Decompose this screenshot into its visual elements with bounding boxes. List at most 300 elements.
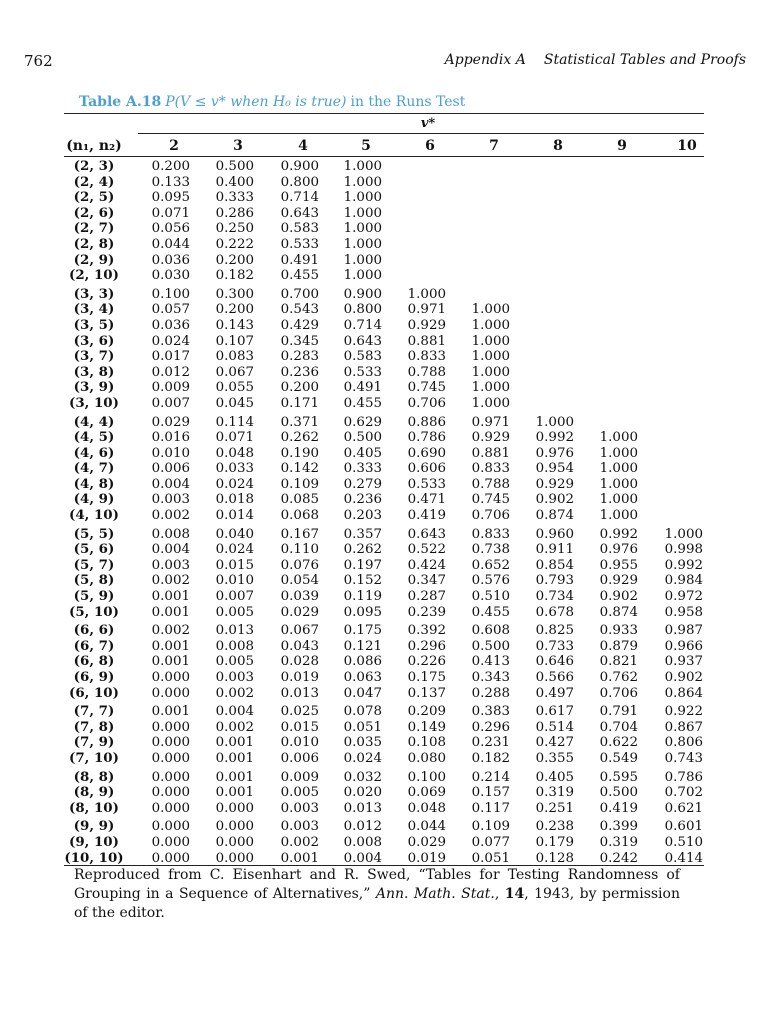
table-row	[0, 558, 768, 574]
row-pair-label: (2, 10)	[69, 267, 119, 284]
table-cell: 0.690	[407, 445, 446, 461]
table-cell: 0.002	[151, 508, 190, 524]
row-pair-label: (4, 5)	[73, 429, 115, 446]
table-cell: 0.010	[280, 735, 319, 751]
table-cell: 0.001	[151, 604, 190, 620]
row-pair-label: (4, 7)	[73, 460, 115, 477]
table-cell: 0.419	[599, 800, 638, 816]
row-pair-label: (3, 10)	[69, 394, 119, 411]
row-pair-label: (3, 4)	[73, 301, 115, 318]
table-cell: 0.791	[599, 704, 638, 720]
table-cell: 0.014	[215, 508, 254, 524]
table-cell: 0.745	[471, 492, 510, 508]
table-cell: 1.000	[343, 221, 382, 237]
table-cell: 0.200	[280, 380, 319, 396]
row-pair-label: (3, 9)	[73, 379, 115, 396]
row-pair-label: (2, 4)	[73, 173, 115, 190]
row-pair-label: (5, 9)	[73, 588, 115, 605]
table-cell: 0.595	[599, 769, 638, 785]
table-cell: 0.239	[407, 604, 446, 620]
row-pair-label: (3, 5)	[73, 316, 115, 333]
table-cell: 0.902	[599, 589, 638, 605]
table-cell: 0.343	[471, 670, 510, 685]
table-cell: 0.002	[151, 623, 190, 639]
table-cell: 0.013	[215, 623, 254, 639]
table-cell: 0.800	[280, 174, 319, 190]
table-row	[0, 237, 768, 253]
table-cell: 1.000	[471, 380, 510, 396]
table-cell: 0.013	[343, 800, 382, 816]
table-cell: 0.048	[407, 800, 446, 816]
row-pair-label: (3, 8)	[73, 363, 115, 380]
table-cell: 0.788	[471, 476, 510, 492]
table-cell: 0.427	[535, 735, 574, 751]
table-cell: 0.010	[151, 445, 190, 461]
table-cell: 0.035	[343, 735, 382, 751]
table-cell: 0.019	[407, 850, 446, 866]
table-cell: 0.543	[280, 302, 319, 318]
table-cell: 0.095	[343, 604, 382, 620]
table-cell: 0.902	[664, 670, 703, 685]
table-cell: 0.005	[215, 604, 254, 620]
table-cell: 0.024	[215, 476, 254, 492]
table-label: Table A.18	[79, 94, 162, 110]
table-cell: 0.992	[664, 557, 703, 573]
table-row	[0, 589, 768, 605]
row-pair-label: (7, 10)	[69, 749, 119, 766]
table-cell: 0.788	[407, 364, 446, 380]
table-cell: 0.000	[151, 834, 190, 850]
table-cell: 0.296	[407, 638, 446, 654]
table-cell: 0.419	[407, 508, 446, 524]
table-cell: 0.175	[343, 623, 382, 639]
table-cell: 0.992	[535, 430, 574, 446]
table-cell: 0.937	[664, 654, 703, 670]
table-cell: 0.833	[471, 526, 510, 542]
table-cell: 1.000	[343, 268, 382, 284]
table-cell: 0.017	[151, 349, 190, 365]
table-cell: 0.621	[664, 800, 703, 816]
table-row	[0, 396, 768, 412]
table-cell: 0.000	[151, 785, 190, 801]
table-row	[0, 770, 768, 786]
table-row	[0, 492, 768, 508]
table-cell: 0.392	[407, 623, 446, 639]
column-header: 9	[617, 138, 627, 154]
table-cell: 0.054	[280, 573, 319, 589]
row-pair-label: (3, 7)	[73, 348, 115, 365]
table-cell: 0.018	[215, 492, 254, 508]
column-spanner: v*	[420, 116, 436, 131]
table-cell: 0.879	[599, 638, 638, 654]
table-cell: 0.629	[343, 414, 382, 430]
table-cell: 0.881	[407, 333, 446, 349]
table-cell: 0.762	[599, 670, 638, 685]
table-cell: 1.000	[599, 492, 638, 508]
table-cell: 1.000	[599, 461, 638, 477]
row-pair-label: (7, 7)	[73, 703, 115, 720]
table-cell: 0.182	[215, 268, 254, 284]
table-cell: 0.399	[599, 819, 638, 835]
table-cell: 0.743	[664, 750, 703, 766]
table-row	[0, 573, 768, 589]
table-cell: 0.000	[151, 719, 190, 735]
table-cell: 0.004	[215, 704, 254, 720]
table-cell: 0.003	[280, 819, 319, 835]
table-cell: 0.643	[343, 333, 382, 349]
table-caption-rest: in the Runs Test	[350, 94, 466, 110]
table-cell: 0.137	[407, 685, 446, 701]
table-cell: 0.714	[343, 317, 382, 333]
table-cell: 0.510	[664, 834, 703, 850]
row-pair-label: (8, 8)	[73, 768, 115, 785]
table-cell: 0.001	[215, 785, 254, 801]
table-cell: 0.002	[151, 573, 190, 589]
table-cell: 0.455	[471, 604, 510, 620]
table-cell: 0.833	[471, 461, 510, 477]
table-cell: 0.029	[407, 834, 446, 850]
table-cell: 0.413	[471, 654, 510, 670]
table-row	[0, 785, 768, 801]
table-cell: 0.003	[151, 492, 190, 508]
table-cell: 0.008	[151, 526, 190, 542]
table-cell: 1.000	[343, 190, 382, 206]
table-cell: 1.000	[471, 333, 510, 349]
table-row	[0, 287, 768, 303]
table-cell: 0.005	[280, 785, 319, 801]
table-cell: 0.080	[407, 750, 446, 766]
table-cell: 0.646	[535, 654, 574, 670]
table-cell: 0.491	[343, 380, 382, 396]
row-pair-label: (7, 8)	[73, 718, 115, 735]
row-header: (n₁, n₂)	[66, 138, 122, 154]
table-cell: 0.617	[535, 704, 574, 720]
table-row	[0, 446, 768, 462]
table-cell: 0.000	[215, 850, 254, 866]
table-cell: 0.678	[535, 604, 574, 620]
table-cell: 0.071	[151, 205, 190, 221]
row-group	[0, 159, 768, 284]
column-header: 2	[169, 138, 179, 154]
row-pair-label: (7, 9)	[73, 734, 115, 751]
table-cell: 0.009	[280, 769, 319, 785]
table-row	[0, 334, 768, 350]
table-cell: 0.000	[151, 769, 190, 785]
table-cell: 0.236	[343, 492, 382, 508]
table-cell: 0.357	[343, 526, 382, 542]
table-cell: 0.319	[535, 785, 574, 801]
table-row	[0, 639, 768, 655]
table-cell: 0.149	[407, 719, 446, 735]
table-cell: 0.114	[215, 414, 254, 430]
table-cell: 0.976	[599, 542, 638, 558]
table-cell: 1.000	[343, 174, 382, 190]
table-cell: 0.700	[280, 286, 319, 302]
table-cell: 0.821	[599, 654, 638, 670]
footnote-text-before: Reproduced from C. Eisenhart and R. Swed, “Tables for Testing Randomness of Grouping in a Sequence of Alternatives,”	[74, 867, 680, 902]
table-cell: 0.067	[280, 623, 319, 639]
page-number: 762	[24, 52, 53, 70]
table-cell: 0.576	[471, 573, 510, 589]
table-cell: 0.077	[471, 834, 510, 850]
table-cell: 0.016	[151, 430, 190, 446]
table-cell: 0.714	[280, 190, 319, 206]
table-cell: 0.533	[407, 476, 446, 492]
table-cell: 0.497	[535, 685, 574, 701]
table-cell: 0.001	[215, 735, 254, 751]
table-cell: 0.051	[471, 850, 510, 866]
table-cell: 0.044	[407, 819, 446, 835]
table-cell: 0.200	[151, 159, 190, 174]
table-cell: 0.095	[151, 190, 190, 206]
table-cell: 0.800	[343, 302, 382, 318]
table-cell: 0.025	[280, 704, 319, 720]
table-cell: 0.929	[407, 317, 446, 333]
table-cell: 0.068	[280, 508, 319, 524]
table-cell: 0.067	[215, 364, 254, 380]
column-header: 10	[677, 138, 697, 154]
row-pair-label: (2, 6)	[73, 204, 115, 221]
table-row	[0, 430, 768, 446]
row-pair-label: (5, 5)	[73, 525, 115, 542]
row-pair-label: (2, 7)	[73, 220, 115, 237]
table-cell: 0.200	[215, 252, 254, 268]
row-pair-label: (10, 10)	[64, 849, 124, 866]
row-pair-label: (5, 6)	[73, 541, 115, 558]
table-cell: 0.984	[664, 573, 703, 589]
row-pair-label: (4, 10)	[69, 507, 119, 524]
table-cell: 0.000	[151, 685, 190, 701]
table-cell: 0.024	[343, 750, 382, 766]
table-cell: 0.007	[215, 589, 254, 605]
table-row	[0, 670, 768, 686]
table-cell: 0.608	[471, 623, 510, 639]
table-cell: 0.009	[151, 380, 190, 396]
table-cell: 0.867	[664, 719, 703, 735]
table-cell: 1.000	[664, 526, 703, 542]
table-cell: 0.024	[215, 542, 254, 558]
table-cell: 0.226	[407, 654, 446, 670]
table-cell: 0.911	[535, 542, 574, 558]
table-cell: 0.500	[215, 159, 254, 174]
table-cell: 0.300	[215, 286, 254, 302]
table-cell: 0.998	[664, 542, 703, 558]
table-row	[0, 819, 768, 835]
table-cell: 0.786	[407, 430, 446, 446]
table-cell: 0.002	[215, 685, 254, 701]
table-cell: 0.001	[151, 654, 190, 670]
table-row	[0, 159, 768, 175]
table-cell: 0.128	[535, 850, 574, 866]
table-row	[0, 380, 768, 396]
table-cell: 0.004	[343, 850, 382, 866]
table-cell: 0.100	[407, 769, 446, 785]
table-cell: 0.704	[599, 719, 638, 735]
table-row	[0, 735, 768, 751]
table-cell: 0.922	[664, 704, 703, 720]
table-cell: 0.566	[535, 670, 574, 685]
table-cell: 0.000	[151, 850, 190, 866]
column-header: 7	[489, 138, 499, 154]
table-cell: 0.029	[280, 604, 319, 620]
table-row	[0, 318, 768, 334]
table-row	[0, 206, 768, 222]
table-cell: 0.238	[535, 819, 574, 835]
row-pair-label: (6, 9)	[73, 669, 115, 685]
table-cell: 0.047	[343, 685, 382, 701]
row-pair-label: (4, 6)	[73, 444, 115, 461]
column-header: 4	[298, 138, 308, 154]
table-cell: 0.886	[407, 414, 446, 430]
table-row	[0, 623, 768, 639]
running-head	[445, 52, 746, 68]
table-cell: 0.347	[407, 573, 446, 589]
footnote	[74, 866, 680, 923]
row-pair-label: (5, 10)	[69, 603, 119, 620]
footnote-text-after: , 1943, by permission of the editor.	[74, 886, 680, 921]
table-row	[0, 221, 768, 237]
table-cell: 0.051	[343, 719, 382, 735]
table-cell: 0.500	[343, 430, 382, 446]
table-cell: 0.222	[215, 236, 254, 252]
table-cell: 0.706	[599, 685, 638, 701]
table-cell: 0.069	[407, 785, 446, 801]
footnote-journal: Ann. Math. Stat.	[375, 886, 495, 902]
table-cell: 0.643	[407, 526, 446, 542]
table-cell: 0.929	[599, 573, 638, 589]
row-group	[0, 770, 768, 817]
table-cell: 0.954	[535, 461, 574, 477]
table-row	[0, 654, 768, 670]
table-cell: 0.001	[151, 638, 190, 654]
table-cell: 0.036	[151, 317, 190, 333]
column-header: 5	[361, 138, 371, 154]
table-cell: 0.405	[535, 769, 574, 785]
row-pair-label: (6, 7)	[73, 637, 115, 654]
table-cell: 0.006	[151, 461, 190, 477]
table-cell: 1.000	[471, 302, 510, 318]
table-cell: 0.019	[280, 670, 319, 685]
table-cell: 0.117	[471, 800, 510, 816]
table-cell: 0.157	[471, 785, 510, 801]
table-cell: 0.286	[215, 205, 254, 221]
table-cell: 0.251	[535, 800, 574, 816]
column-header: 6	[425, 138, 435, 154]
table-cell: 0.071	[215, 430, 254, 446]
table-cell: 0.236	[280, 364, 319, 380]
row-pair-label: (6, 10)	[69, 684, 119, 701]
row-group	[0, 287, 768, 412]
table-cell: 0.976	[535, 445, 574, 461]
table-row	[0, 527, 768, 543]
table-cell: 0.107	[215, 333, 254, 349]
table-row	[0, 175, 768, 191]
table-cell: 0.231	[471, 735, 510, 751]
row-pair-label: (5, 7)	[73, 556, 115, 573]
table-cell: 0.854	[535, 557, 574, 573]
table-cell: 0.057	[151, 302, 190, 318]
table-cell: 0.583	[343, 349, 382, 365]
table-cell: 0.024	[151, 333, 190, 349]
table-cell: 0.182	[471, 750, 510, 766]
table-cell: 0.110	[280, 542, 319, 558]
row-pair-label: (8, 9)	[73, 784, 115, 801]
table-cell: 0.143	[215, 317, 254, 333]
table-cell: 0.414	[664, 850, 703, 866]
table-cell: 0.706	[471, 508, 510, 524]
table-cell: 0.109	[280, 476, 319, 492]
table-cell: 0.471	[407, 492, 446, 508]
table-cell: 0.167	[280, 526, 319, 542]
table-cell: 1.000	[599, 476, 638, 492]
table-cell: 1.000	[599, 508, 638, 524]
table-cell: 0.601	[664, 819, 703, 835]
table-cell: 0.000	[151, 670, 190, 685]
table-cell: 0.044	[151, 236, 190, 252]
table-cell: 0.015	[215, 557, 254, 573]
table-cell: 0.001	[151, 704, 190, 720]
row-pair-label: (2, 3)	[73, 158, 115, 174]
table-cell: 0.108	[407, 735, 446, 751]
table-cell: 0.972	[664, 589, 703, 605]
table-cell: 0.345	[280, 333, 319, 349]
footnote-separator: ,	[494, 886, 505, 902]
table-cell: 0.874	[535, 508, 574, 524]
table-cell: 0.000	[215, 834, 254, 850]
table-cell: 0.000	[215, 800, 254, 816]
table-cell: 0.500	[599, 785, 638, 801]
table-cell: 0.109	[471, 819, 510, 835]
table-row	[0, 190, 768, 206]
row-pair-label: (8, 10)	[69, 799, 119, 816]
table-cell: 0.200	[215, 302, 254, 318]
table-cell: 0.429	[280, 317, 319, 333]
table-cell: 0.004	[151, 476, 190, 492]
row-pair-label: (5, 8)	[73, 572, 115, 589]
table-cell: 0.197	[343, 557, 382, 573]
table-cell: 0.214	[471, 769, 510, 785]
table-cell: 0.971	[407, 302, 446, 318]
row-pair-label: (4, 8)	[73, 475, 115, 492]
table-cell: 0.203	[343, 508, 382, 524]
table-cell: 0.262	[280, 430, 319, 446]
table-cell: 0.032	[343, 769, 382, 785]
table-cell: 0.881	[471, 445, 510, 461]
table-cell: 0.902	[535, 492, 574, 508]
table-cell: 0.455	[343, 395, 382, 411]
table-cell: 0.745	[407, 380, 446, 396]
table-cell: 0.514	[535, 719, 574, 735]
table-body	[0, 159, 768, 869]
table-cell: 0.142	[280, 461, 319, 477]
row-group	[0, 415, 768, 524]
table-cell: 0.001	[151, 589, 190, 605]
table-row	[0, 253, 768, 269]
table-cell: 0.013	[280, 685, 319, 701]
running-head-title: Statistical Tables and Proofs	[543, 52, 746, 68]
table-cell: 0.003	[215, 670, 254, 685]
row-pair-label: (4, 4)	[73, 413, 115, 430]
table-cell: 0.283	[280, 349, 319, 365]
table-cell: 0.000	[151, 800, 190, 816]
table-cell: 0.179	[535, 834, 574, 850]
table-row	[0, 605, 768, 621]
row-group	[0, 819, 768, 866]
table-cell: 0.001	[215, 750, 254, 766]
table-cell: 0.606	[407, 461, 446, 477]
table-cell: 0.028	[280, 654, 319, 670]
table-cell: 0.010	[215, 573, 254, 589]
